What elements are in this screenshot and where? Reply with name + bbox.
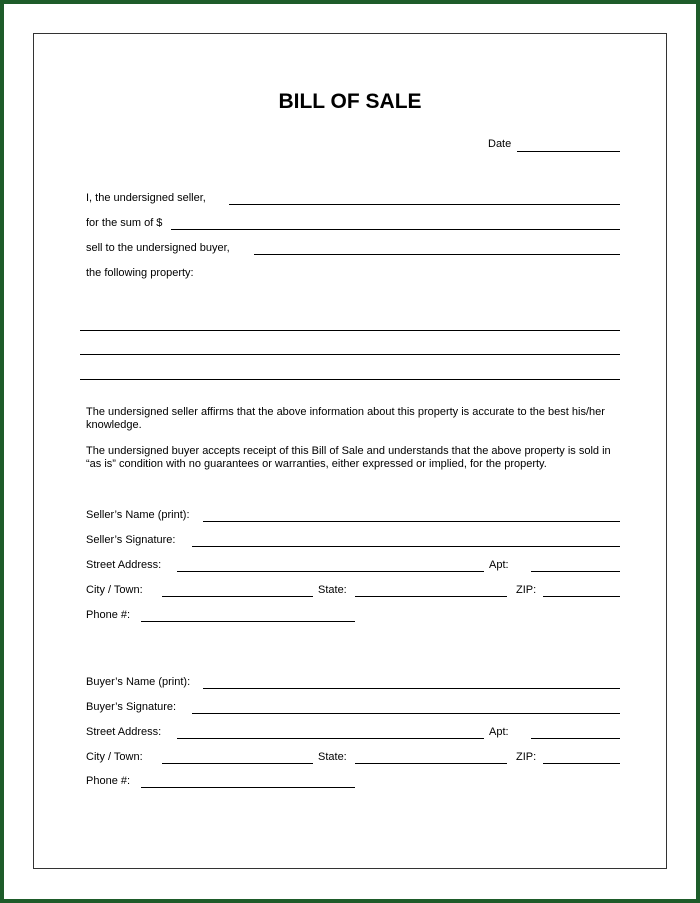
seller-city-label: City / Town: [86,584,143,596]
seller-city-field[interactable] [162,596,313,597]
seller-phone-label: Phone #: [86,609,131,621]
sum-field[interactable] [171,229,620,230]
bill-of-sale-form [33,33,667,869]
buyer-name-label: Buyer’s Name (print): [86,676,191,688]
date-field[interactable] [517,151,620,152]
property-line-2[interactable] [80,354,620,355]
buyer-state-field[interactable] [355,763,507,764]
date-label: Date [488,138,512,150]
seller-line-label: I, the undersigned seller, [86,192,206,204]
buyer-city-label: City / Town: [86,751,143,763]
buyer-apt-label: Apt: [489,726,509,738]
seller-street-field[interactable] [177,571,484,572]
seller-zip-label: ZIP: [516,584,537,596]
buyer-zip-label: ZIP: [516,751,537,763]
buyer-apt-field[interactable] [531,738,620,739]
seller-signature-label: Seller’s Signature: [86,534,176,546]
seller-name-label: Seller’s Name (print): [86,509,190,521]
buyer-street-field[interactable] [177,738,484,739]
seller-field[interactable] [229,204,620,205]
buyer-phone-label: Phone #: [86,775,131,787]
seller-zip-field[interactable] [543,596,620,597]
buyer-phone-field[interactable] [141,787,355,788]
buyer-acceptance-text: The undersigned buyer accepts receipt of this Bill of Sale and understands that the above property is sold in “as is” condition with no guarantees or warranties, either expressed or implied, for the property. [86,445,611,470]
seller-state-label: State: [318,584,347,596]
buyer-name-field[interactable] [203,688,620,689]
buyer-signature-field[interactable] [192,713,620,714]
buyer-signature-label: Buyer’s Signature: [86,701,177,713]
form-title: BILL OF SALE [278,90,422,113]
seller-street-label: Street Address: [86,559,162,571]
seller-name-field[interactable] [203,521,620,522]
seller-phone-field[interactable] [141,621,355,622]
seller-state-field[interactable] [355,596,507,597]
buyer-zip-field[interactable] [543,763,620,764]
buyer-state-label: State: [318,751,347,763]
buyer-line-label: sell to the undersigned buyer, [86,242,230,254]
property-line-1[interactable] [80,330,620,331]
buyer-city-field[interactable] [162,763,313,764]
buyer-street-label: Street Address: [86,726,162,738]
buyer-field[interactable] [254,254,620,255]
sum-label: for the sum of $ [86,217,163,229]
seller-apt-field[interactable] [531,571,620,572]
seller-apt-label: Apt: [489,559,509,571]
seller-affirmation-text: The undersigned seller affirms that the above information about this property is accurate to the best his/her knowledge. [86,406,605,431]
property-line-3[interactable] [80,379,620,380]
property-label: the following property: [86,267,194,279]
seller-signature-field[interactable] [192,546,620,547]
